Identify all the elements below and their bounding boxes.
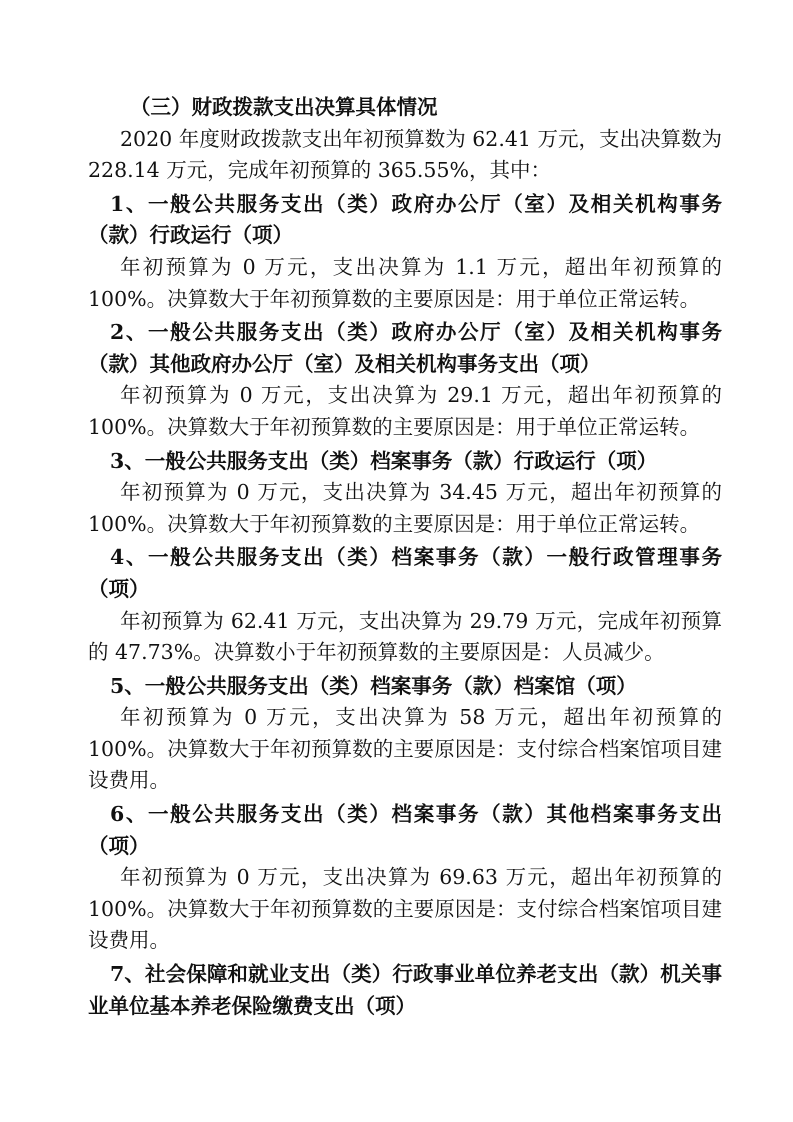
list-item: [88, 671, 722, 797]
list-item: [88, 959, 722, 1022]
item-title: 5、一般公共服务支出（类）档案事务（款）档案馆（项）: [110, 673, 637, 698]
list-item: [88, 799, 722, 957]
item-body: 年初预算为 0 万元，支出决算为 1.1 万元，超出年初预算的 100%。决算数大于年初预算数的主要原因是：用于单位正常运转。: [88, 254, 722, 311]
document-page: [88, 92, 722, 1022]
list-item: [88, 317, 722, 443]
item-body: 年初预算为 0 万元，支出决算为 34.45 万元，超出年初预算的 100%。决算数大于年初预算数的主要原因是：用于单位正常运转。: [88, 480, 722, 536]
item-title: 7、社会保障和就业支出（类）行政事业单位养老支出（款）机关事业单位基本养老保险缴费支出（项）: [88, 962, 722, 1018]
item-body: 年初预算为 0 万元，支出决算为 69.63 万元，超出年初预算的 100%。决算数大于年初预算数的主要原因是：支付综合档案馆项目建设费用。: [88, 865, 722, 953]
list-item: [88, 189, 722, 315]
section-title: （三）财政拨款支出决算具体情况: [130, 95, 438, 119]
item-title: 6、一般公共服务支出（类）档案事务（款）其他档案事务支出（项）: [88, 802, 722, 858]
intro-paragraph: 2020 年度财政拨款支出年初预算数为 62.41 万元，支出决算数为 228.14 万元，完成年初预算的 365.55%，其中：: [88, 126, 722, 183]
item-title: 3、一般公共服务支出（类）档案事务（款）行政运行（项）: [110, 448, 658, 473]
item-title: 1、一般公共服务支出（类）政府办公厅（室）及相关机构事务（款）行政运行（项）: [88, 191, 722, 248]
item-body: 年初预算为 0 万元，支出决算为 29.1 万元，超出年初预算的 100%。决算数大于年初预算数的主要原因是：用于单位正常运转。: [88, 383, 722, 439]
list-item: [88, 446, 722, 541]
item-body: 年初预算为 62.41 万元，支出决算为 29.79 万元，完成年初预算的 47.73%。决算数小于年初预算数的主要原因是：人员减少。: [88, 608, 722, 665]
item-title: 4、一般公共服务支出（类）档案事务（款）一般行政管理事务（项）: [88, 545, 722, 601]
item-title: 2、一般公共服务支出（类）政府办公厅（室）及相关机构事务（款）其他政府办公厅（室）及相关机构事务支出（项）: [88, 320, 722, 376]
item-body: 年初预算为 0 万元，支出决算为 58 万元，超出年初预算的 100%。决算数大于年初预算数的主要原因是：支付综合档案馆项目建设费用。: [88, 705, 722, 793]
list-item: [88, 542, 722, 668]
